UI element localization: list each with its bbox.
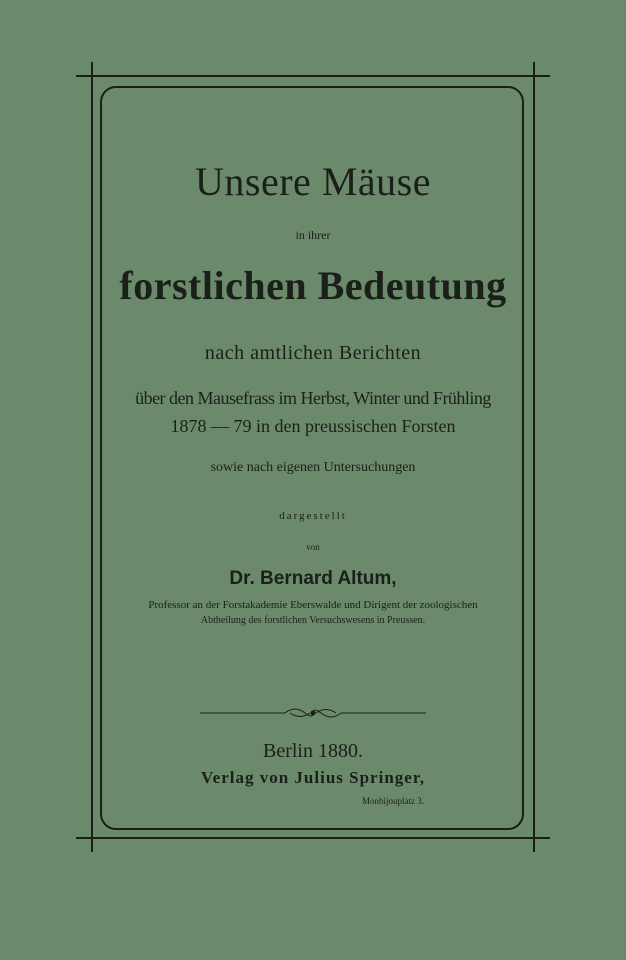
affiliation-line-2: Abtheilung des forstlichen Versuchswesens in Preussen. [200,615,426,626]
publisher: Verlag von Julius Springer, [200,768,426,787]
publisher-address: Monbijouplatz 3. [362,796,424,806]
subtitle-line-1: nach amtlichen Berichten [204,342,422,364]
title-line-3: forstlichen Bedeutung [119,263,507,308]
ornament-divider-icon [200,702,426,724]
affiliation-line-1: Professor an der Forstakademie Eberswalde und Dirigent der zoologischen [148,599,478,611]
title-line-1: Unsere Mäuse [195,159,431,204]
by-text: von [306,542,320,552]
place-year: Berlin 1880. [263,740,363,762]
subtitle-line-3: 1878 — 79 in den preussischen Forsten [170,416,456,436]
title-line-2: in ihrer [295,228,331,242]
subtitle-line-4: sowie nach eigenen Untersuchungen [210,460,416,475]
author-name: Dr. Bernard Altum, [229,568,397,589]
subtitle-line-2: über den Mausefrass im Herbst, Winter und Frühling [135,388,491,408]
presented-text: dargestellt [279,510,347,522]
